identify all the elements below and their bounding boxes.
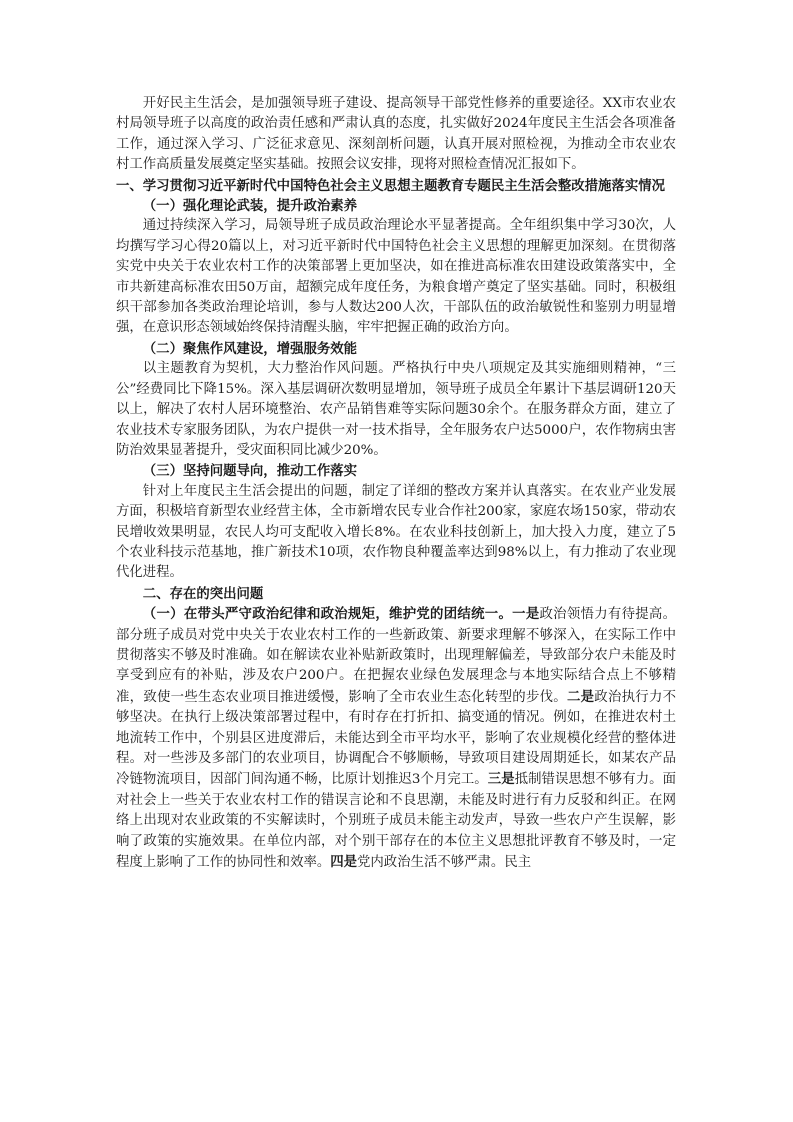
point-text-2: 政治执行力不够坚决。在执行上级决策部署过程中，有时存在打折扣、搞变通的情况。例如，在推进农村土地流转工作中，个别县区进度滞后，未能达到全市平均水平，影响了农业规模化经营的整体进程。对一些涉及多部门的农业项目，协调配合不够顺畅，导致项目建设周期延长，如某农产品冷链物流项目，因部门间沟通不畅，比原计划推迟3个月完工。 (116, 689, 677, 788)
document-page (116, 94, 676, 873)
point-label-3: 三是 (487, 771, 515, 788)
intro-paragraph: 开好民主生活会，是加强领导班子建设、提高领导干部党性修养的重要途径。XX市农业农村局领导班子以高度的政治责任感和严肃认真的态度，扎实做好2024年度民主生活会各项准备工作，通过深入学习、广泛征求意见、深刻剖析问题，认真开展对照检视，为推动全市农业农村工作高质量发展奠定坚实基础。按照会议安排，现将对照检查情况汇报如下。 (116, 96, 676, 173)
section-2-heading: 二、存在的突出问题 (142, 585, 264, 602)
section-2-sub-1-heading: （一）在带头严守政治纪律和政治规矩，维护党的团结统一。 (142, 606, 513, 623)
point-text-4: 党内政治生活不够严肃。民主 (357, 855, 532, 871)
section-1-sub-1-heading: （一）强化理论武装，提升政治素养 (142, 198, 358, 215)
section-1-sub-2-body: 以主题教育为契机，大力整治作风问题。严格执行中央八项规定及其实施细则精神，“三公”经费同比下降15%。深入基层调研次数明显增加，领导班子成员全年累计下基层调研120天以上，解决了农村人居环境整治、农产品销售难等实际问题30余个。在服务群众方面，建立了农业技术专家服务团队，为农户提供一对一技术指导，全年服务农户达5000户，农作物病虫害防治效果显著提升，受灾面积同比减少20%。 (116, 361, 676, 458)
point-text-3: 抵制错误思想不够有力。面对社会上一些关于农业农村工作的错误言论和不良思潮，未能及时进行有力反驳和纠正。在网络上出现对农业政策的不实解读时，个别班子成员未能主动发声，导致一些农户产生误解，影响了政策的实施效果。在单位内部，对个别干部存在的本位主义思想批评教育不够及时，一定程度上影响了工作的协同性和效率。 (116, 772, 677, 871)
section-1-sub-1-body: 通过持续深入学习，局领导班子成员政治理论水平显著提高。全年组织集中学习30次，人均撰写学习心得20篇以上，对习近平新时代中国特色社会主义思想的理解更加深刻。在贯彻落实党中央关于农业农村工作的决策部署上更加坚决，如在推进高标准农田建设政策落实中，全市共新建高标准农田50万亩，超额完成年度任务，为粮食增产奠定了坚实基础。同时，积极组织干部参加各类政治理论培训，参与人数达200人次，干部队伍的政治敏锐性和鉴别力明显增强，在意识形态领域始终保持清醒头脑，牢牢把握正确的政治方向。 (116, 218, 676, 336)
point-text-1: 政治领悟力有待提高。部分班子成员对党中央关于农业农村工作的一些新政策、新要求理解不够深入，在实际工作中贯彻落实不够及时准确。如在解读农业补贴新政策时，出现理解偏差，导致部分农户未能及时享受到应有的补贴，涉及农户200户。在把握农业绿色发展理念与本地实际结合点上不够精准，致使一些生态农业项目推进缓慢，影响了全市农业生态化转型的步伐。 (116, 607, 677, 705)
point-label-2: 二是 (566, 688, 595, 705)
point-label-1: 一是 (512, 606, 540, 623)
section-1-sub-3-body: 针对上年度民主生活会提出的问题，制定了详细的整改方案并认真落实。在农业产业发展方面，积极培育新型农业经营主体，全市新增农民专业合作社200家，家庭农场150家，带动农民增收效果明显，农民人均可支配收入增长8%。在农业科技创新上，加大投入力度，建立了5个农业科技示范基地，推广新技术10项，农作物良种覆盖率达到98%以上，有力推动了农业现代化进程。 (116, 483, 676, 581)
section-1-heading: 一、学习贯彻习近平新时代中国特色社会主义思想主题教育专题民主生活会整改措施落实情况 (116, 177, 666, 194)
section-2-sub-1-paragraph (116, 604, 676, 873)
section-1-sub-2-heading: （二）聚焦作风建设，增强服务效能 (142, 340, 358, 357)
section-1-sub-3-heading: （三）坚持问题导向，推动工作落实 (142, 463, 358, 480)
point-label-4: 四是 (330, 854, 358, 871)
